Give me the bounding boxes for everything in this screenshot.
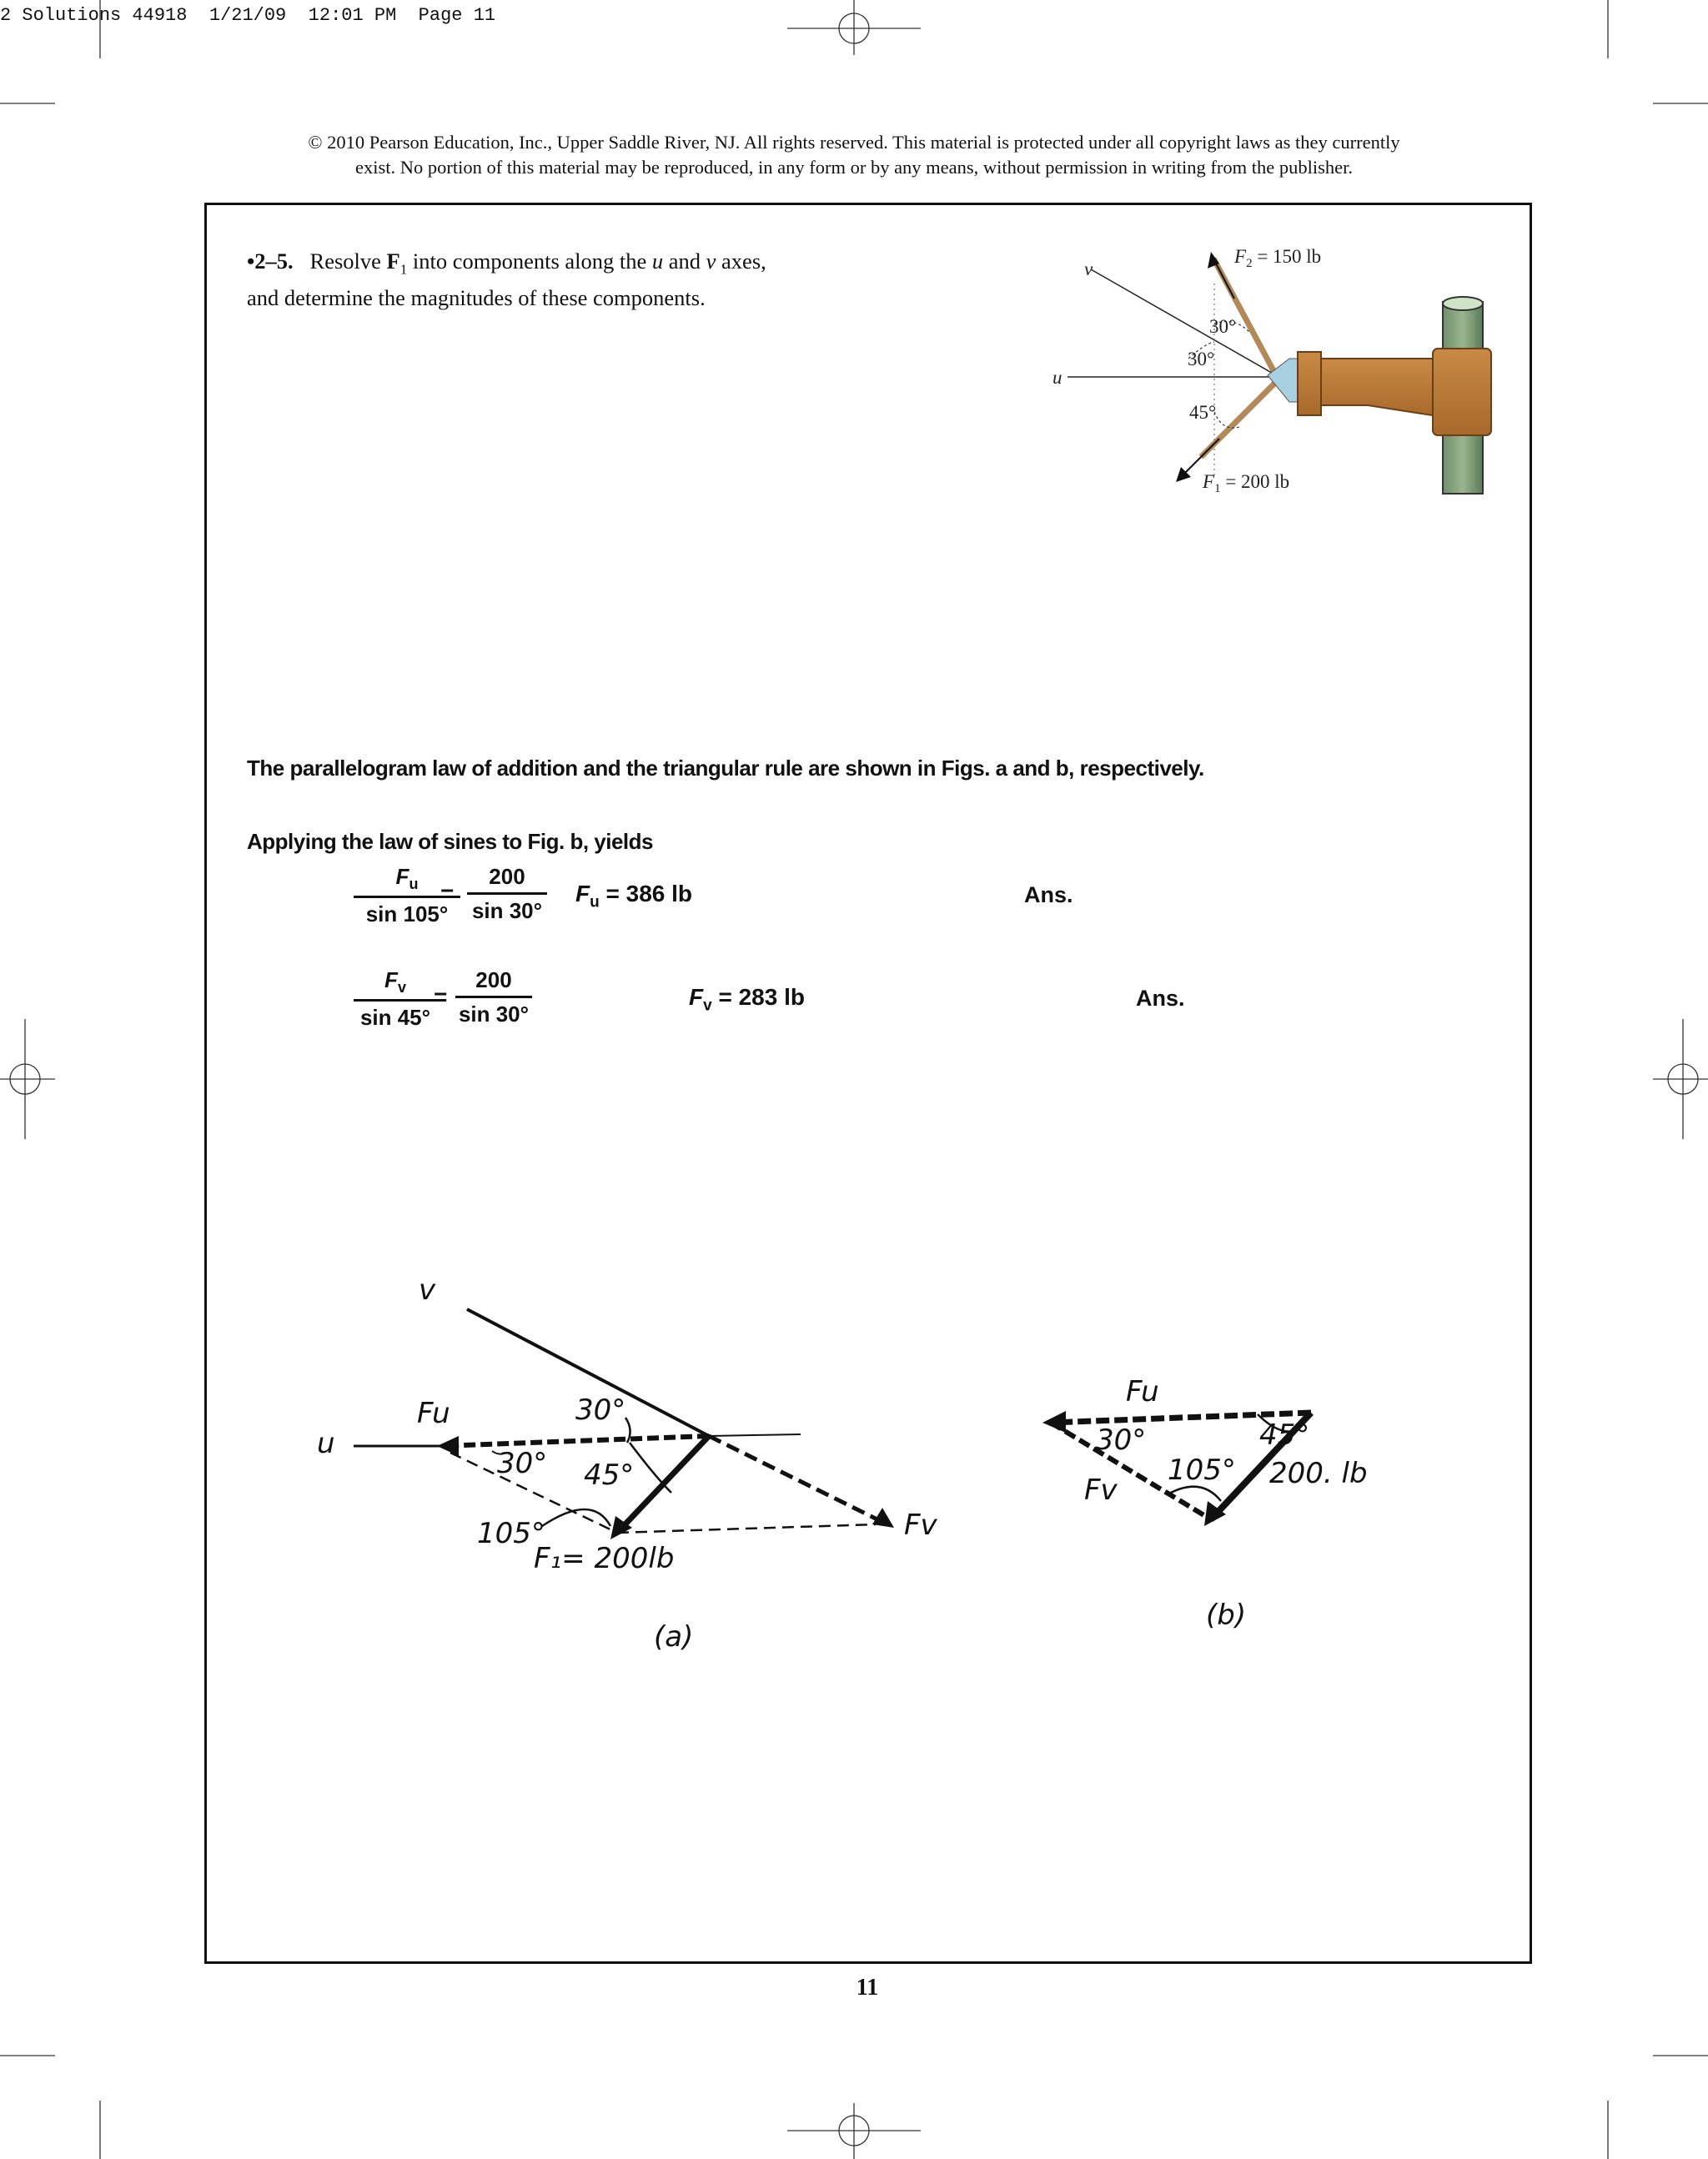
solution-intro: The parallelogram law of addition and the triangular rule are shown in Figs. a and b, respectively. xyxy=(247,756,1204,781)
eq1-result xyxy=(575,881,692,912)
sketch-b xyxy=(1017,1359,1418,1659)
problem-number: •2–5. xyxy=(247,249,294,274)
sketch-b-angle-30: 30° xyxy=(1096,1423,1147,1457)
problem-text: axes, xyxy=(721,249,766,274)
axis-u-label: u xyxy=(651,249,664,274)
f2-label: $F_2 = 150$ lb xyxy=(1234,246,1322,270)
eq1-result-sym: F xyxy=(575,881,590,906)
sketch-b-caption: (b) xyxy=(1206,1599,1247,1632)
eq2-lhs-num-sub: v xyxy=(397,979,406,997)
eq1-result-sub: u xyxy=(590,893,600,911)
sketch-a-fv-vector xyxy=(709,1436,884,1523)
sketch-a-u-label: u xyxy=(317,1427,335,1460)
sketch-b-load-label: 200. lb xyxy=(1269,1457,1368,1490)
sketch-a-f1-label: F₁= 200lb xyxy=(534,1542,675,1575)
eq2-equals: = xyxy=(434,984,448,1010)
eq2-rhs-den: sin 30° xyxy=(458,1002,530,1027)
problem-text: into components along the xyxy=(412,249,647,274)
problem-text: Resolve xyxy=(309,249,381,274)
bracket-arm xyxy=(1321,359,1443,417)
sketch-a-arc-45 xyxy=(630,1443,671,1493)
eq2-result-sym: F xyxy=(689,984,704,1010)
pipe-collar xyxy=(1433,349,1491,435)
eq2-lhs-fraction xyxy=(354,967,437,1031)
registration-mark-bottom xyxy=(787,2103,921,2159)
angle-label-top: 30° xyxy=(1209,316,1237,337)
force-symbol: F xyxy=(386,249,400,274)
problem-text: and xyxy=(668,249,701,274)
eq2-rhs-num: 200 xyxy=(475,967,512,992)
sketch-a-fu-vector xyxy=(442,1436,709,1446)
sketch-a-horizontal xyxy=(709,1434,801,1436)
eq1-rhs-num: 200 xyxy=(489,864,525,889)
eq1-equals: = xyxy=(440,881,455,906)
sketch-a-v-label: v xyxy=(419,1273,436,1307)
u-axis-label: u xyxy=(1052,367,1062,388)
eq2-result-value: = 283 lb xyxy=(711,984,805,1010)
registration-mark-right xyxy=(1653,1019,1708,1139)
page-number: 11 xyxy=(856,1975,879,2001)
force-subscript: 1 xyxy=(399,261,408,278)
sketch-a-fv-parallel xyxy=(617,1524,876,1533)
eq1-lhs-num: F xyxy=(395,864,409,889)
f1-label: $F_1 = 200$ lb xyxy=(1203,471,1290,495)
copyright-notice xyxy=(200,130,1508,180)
eq1-result-value: = 386 lb xyxy=(599,881,693,906)
problem-text-line-2: and determine the magnitudes of these components. xyxy=(247,285,706,311)
sketch-b-angle-45: 45° xyxy=(1259,1418,1310,1452)
sketch-a-angle-45: 45° xyxy=(584,1459,635,1492)
copyright-line-2: exist. No portion of this material may be reproduced, in any form or by any means, without permission in writing from the publisher. xyxy=(354,157,1353,178)
print-slug: 2 Solutions 44918 1/21/09 12:01 PM Page 11 xyxy=(0,5,496,26)
eq2-result-sub: v xyxy=(703,997,712,1015)
sketch-a-fv-label: Fv xyxy=(904,1509,937,1542)
eq2-lhs-num: F xyxy=(384,967,398,992)
eq2-rhs-fraction xyxy=(455,967,532,1027)
eq2-result xyxy=(689,984,805,1016)
sketch-a-arc-30 xyxy=(625,1418,630,1443)
axis-v-label: v xyxy=(706,249,716,274)
eq1-lhs-num-sub: u xyxy=(409,876,419,893)
f2-vector-line xyxy=(1216,264,1234,299)
sketch-b-fv-label: Fv xyxy=(1084,1474,1118,1507)
law-of-sines-intro: Applying the law of sines to Fig. b, yields xyxy=(247,829,653,854)
sketch-a-angle-30: 30° xyxy=(575,1393,626,1427)
copyright-line-1: © 2010 Pearson Education, Inc., Upper Saddle River, NJ. All rights reserved. This material is protected under all copyright laws as they currently xyxy=(308,132,1400,153)
registration-mark-left xyxy=(0,1019,55,1139)
sketch-b-arc-105 xyxy=(1168,1487,1221,1501)
sketch-a xyxy=(300,1259,967,1676)
sketch-a-fu-label: Fu xyxy=(417,1397,450,1430)
sketch-a-angle-30b: 30° xyxy=(497,1447,548,1480)
sketch-a-angle-105: 105° xyxy=(477,1517,545,1550)
eq1-rhs-fraction xyxy=(467,864,547,924)
eq2-lhs-den: sin 45° xyxy=(359,1005,431,1031)
sketch-a-caption: (a) xyxy=(654,1620,694,1654)
eq1-lhs-den: sin 105° xyxy=(365,901,449,927)
sketch-a-fu-arrowhead xyxy=(437,1436,459,1456)
eq1-rhs-den: sin 30° xyxy=(471,898,543,923)
registration-mark-top xyxy=(787,0,921,55)
sketch-b-fu-label: Fu xyxy=(1126,1375,1159,1408)
problem-statement xyxy=(247,247,939,312)
bracket-flange xyxy=(1298,352,1321,415)
angle-label-mid: 30° xyxy=(1188,349,1215,369)
sketch-b-angle-105: 105° xyxy=(1168,1454,1236,1487)
eq1-ans: Ans. xyxy=(1024,882,1073,907)
eq2-ans: Ans. xyxy=(1136,986,1185,1011)
angle-label-bottom: 45° xyxy=(1189,402,1217,423)
problem-figure xyxy=(1034,233,1501,500)
v-axis-label: v xyxy=(1084,259,1093,279)
support-pipe-top xyxy=(1443,297,1483,310)
